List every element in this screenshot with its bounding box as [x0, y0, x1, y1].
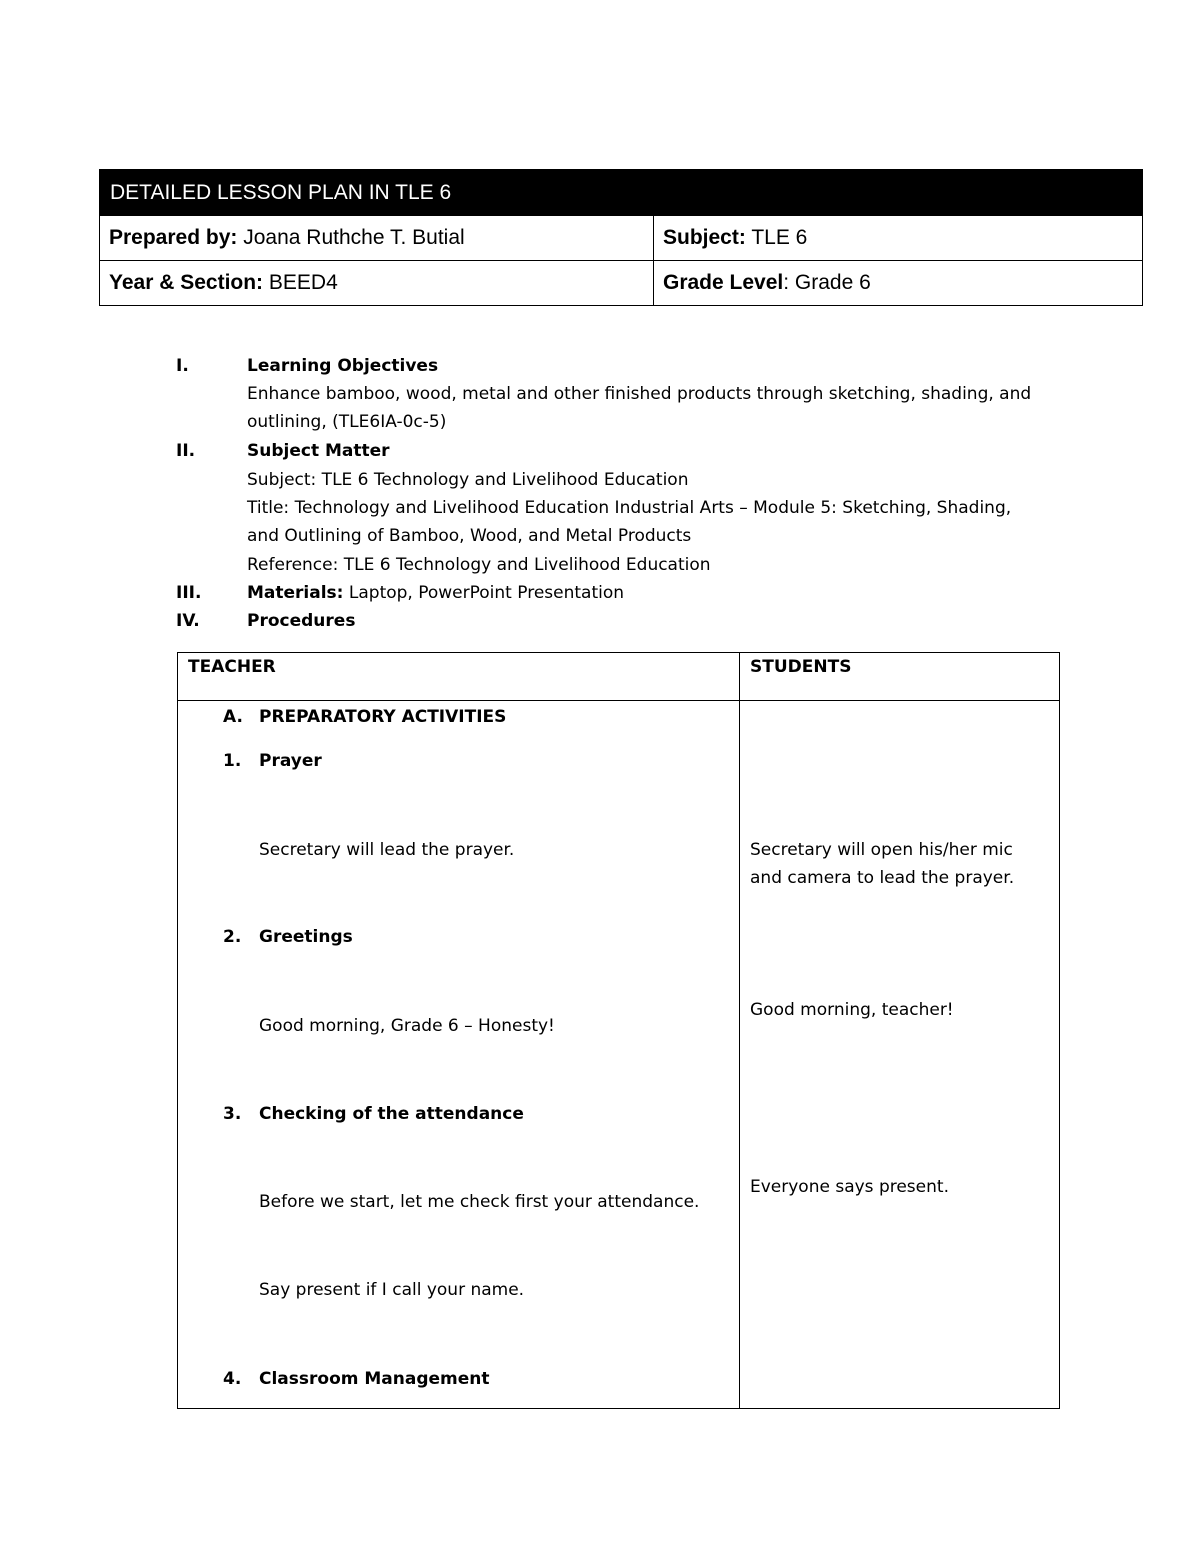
section-2-line-2: Title: Technology and Livelihood Education Industrial Arts – Module 5: Sketching, Shading, — [247, 498, 1012, 518]
section-2-title: Subject Matter — [247, 441, 390, 461]
item-1-student-text-1: Secretary will open his/her mic — [750, 840, 1013, 860]
section-1-number: I. — [176, 356, 189, 376]
section-2-line-3: and Outlining of Bamboo, Wood, and Metal Products — [247, 526, 692, 546]
year-section-value: BEED4 — [268, 271, 338, 294]
section-1-line-1: Enhance bamboo, wood, metal and other finished products through sketching, shading, and — [247, 384, 1032, 404]
subject-cell — [654, 216, 1143, 261]
lesson-plan-header-table — [99, 169, 1143, 306]
section-a-letter: A. — [223, 707, 243, 727]
item-4-title: Classroom Management — [259, 1369, 490, 1389]
item-1-number: 1. — [223, 751, 242, 771]
item-2-number: 2. — [223, 927, 242, 947]
grade-level-label: Grade Level — [663, 271, 784, 294]
item-1-student-text-2: and camera to lead the prayer. — [750, 868, 1015, 888]
year-section-cell — [100, 261, 654, 306]
item-2-teacher-text: Good morning, Grade 6 – Honesty! — [259, 1016, 555, 1036]
section-2-line-4: Reference: TLE 6 Technology and Livelihood Education — [247, 555, 711, 575]
item-3-teacher-text-2: Say present if I call your name. — [259, 1280, 525, 1300]
grade-level-cell — [654, 261, 1143, 306]
subject-label: Subject: — [663, 226, 746, 249]
item-1-title: Prayer — [259, 751, 322, 771]
section-3-value: Laptop, PowerPoint Presentation — [343, 583, 625, 603]
subject-value: TLE 6 — [751, 226, 808, 249]
header-title: DETAILED LESSON PLAN IN TLE 6 — [100, 170, 1143, 216]
teacher-column-header: TEACHER — [178, 653, 740, 701]
prepared-by-cell — [100, 216, 654, 261]
section-3-line — [247, 579, 1067, 607]
item-2-title: Greetings — [259, 927, 353, 947]
item-4-number: 4. — [223, 1369, 242, 1389]
year-section-label: Year & Section: — [109, 271, 264, 294]
section-a-title: PREPARATORY ACTIVITIES — [259, 707, 507, 727]
section-2-line-1: Subject: TLE 6 Technology and Livelihood Education — [247, 470, 689, 490]
item-3-student-text: Everyone says present. — [750, 1177, 949, 1197]
item-2-student-text: Good morning, teacher! — [750, 1000, 954, 1020]
section-4-number: IV. — [176, 611, 200, 631]
procedures-table — [177, 652, 1060, 1409]
section-1-line-2: outlining, (TLE6IA-0c-5) — [247, 412, 447, 432]
section-4-title: Procedures — [247, 611, 356, 631]
teacher-column — [178, 701, 740, 1409]
section-3-label: Materials: — [247, 583, 344, 603]
section-2-number: II. — [176, 441, 196, 461]
grade-level-value: : Grade 6 — [783, 271, 871, 294]
section-3-number: III. — [176, 583, 202, 603]
students-column — [740, 701, 1060, 1409]
prepared-by-value: Joana Ruthche T. Butial — [243, 226, 465, 249]
item-3-number: 3. — [223, 1104, 242, 1124]
item-1-teacher-text: Secretary will lead the prayer. — [259, 840, 515, 860]
item-3-teacher-text-1: Before we start, let me check first your attendance. — [259, 1192, 700, 1212]
students-column-header: STUDENTS — [740, 653, 1060, 701]
prepared-by-label: Prepared by: — [109, 226, 238, 249]
item-3-title: Checking of the attendance — [259, 1104, 524, 1124]
section-1-title: Learning Objectives — [247, 356, 439, 376]
